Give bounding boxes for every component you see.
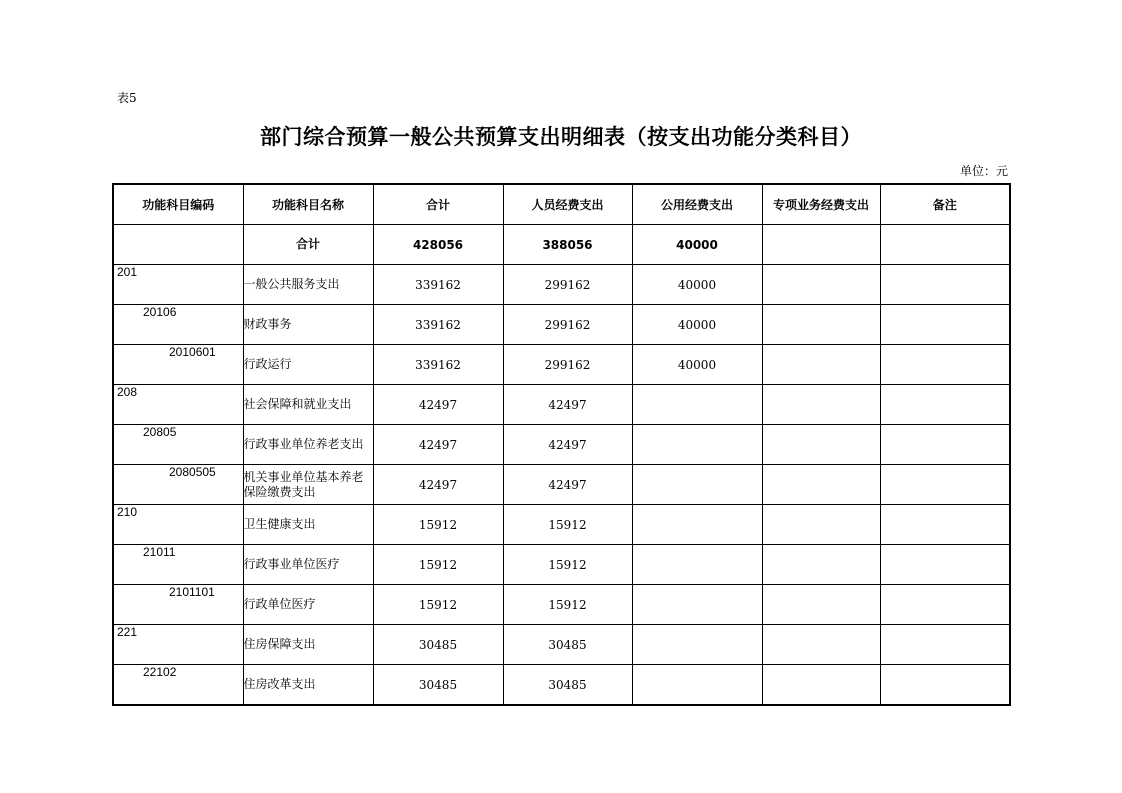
total-code (113, 225, 243, 265)
row-code: 2010601 (113, 345, 243, 385)
row-public (632, 465, 762, 505)
header-name: 功能科目名称 (243, 184, 373, 225)
row-code: 221 (113, 625, 243, 665)
row-code: 22102 (113, 665, 243, 706)
header-code: 功能科目编码 (113, 184, 243, 225)
header-personnel: 人员经费支出 (503, 184, 632, 225)
total-personnel: 388056 (503, 225, 632, 265)
row-special (762, 505, 880, 545)
row-total: 339162 (373, 305, 503, 345)
total-label: 合计 (243, 225, 373, 265)
table-row (113, 545, 1010, 585)
row-code: 2101101 (113, 585, 243, 625)
row-personnel: 42497 (503, 425, 632, 465)
row-name: 一般公共服务支出 (243, 265, 373, 305)
row-note (880, 465, 1010, 505)
total-special (762, 225, 880, 265)
budget-table (112, 183, 1011, 706)
row-public: 40000 (632, 345, 762, 385)
row-total: 42497 (373, 425, 503, 465)
row-total: 339162 (373, 265, 503, 305)
row-name: 机关事业单位基本养老保险缴费支出 (243, 465, 373, 505)
unit-label: 单位：元 (959, 164, 1008, 178)
row-code: 201 (113, 265, 243, 305)
row-note (880, 265, 1010, 305)
row-total: 30485 (373, 625, 503, 665)
header-special: 专项业务经费支出 (762, 184, 880, 225)
row-special (762, 385, 880, 425)
row-note (880, 305, 1010, 345)
row-personnel: 15912 (503, 585, 632, 625)
row-note (880, 505, 1010, 545)
row-public (632, 385, 762, 425)
row-personnel: 299162 (503, 345, 632, 385)
row-personnel: 30485 (503, 625, 632, 665)
row-public (632, 545, 762, 585)
row-public (632, 425, 762, 465)
row-name: 住房保障支出 (243, 625, 373, 665)
table-row (113, 345, 1010, 385)
row-personnel: 42497 (503, 385, 632, 425)
row-code: 20805 (113, 425, 243, 465)
row-name: 行政单位医疗 (243, 585, 373, 625)
row-special (762, 265, 880, 305)
row-total: 42497 (373, 465, 503, 505)
table-row (113, 625, 1010, 665)
row-public (632, 665, 762, 706)
row-public (632, 625, 762, 665)
row-total: 30485 (373, 665, 503, 706)
header-row (113, 184, 1010, 225)
row-personnel: 299162 (503, 305, 632, 345)
header-public: 公用经费支出 (632, 184, 762, 225)
row-personnel: 299162 (503, 265, 632, 305)
row-public (632, 505, 762, 545)
row-total: 15912 (373, 585, 503, 625)
row-special (762, 625, 880, 665)
table-row (113, 305, 1010, 345)
header-note: 备注 (880, 184, 1010, 225)
row-personnel: 15912 (503, 545, 632, 585)
table-row (113, 425, 1010, 465)
page-title: 部门综合预算一般公共预算支出明细表（按支出功能分类科目） (260, 125, 862, 149)
row-special (762, 425, 880, 465)
table-row (113, 465, 1010, 505)
row-public: 40000 (632, 305, 762, 345)
row-note (880, 345, 1010, 385)
table-row (113, 665, 1010, 706)
total-sum: 428056 (373, 225, 503, 265)
row-code: 2080505 (113, 465, 243, 505)
row-name: 卫生健康支出 (243, 505, 373, 545)
row-personnel: 30485 (503, 665, 632, 706)
row-personnel: 42497 (503, 465, 632, 505)
table-number: 表5 (117, 91, 137, 105)
row-note (880, 665, 1010, 706)
row-code: 208 (113, 385, 243, 425)
row-code: 20106 (113, 305, 243, 345)
row-special (762, 585, 880, 625)
row-note (880, 545, 1010, 585)
row-note (880, 385, 1010, 425)
table-row (113, 585, 1010, 625)
table-row (113, 265, 1010, 305)
row-total: 15912 (373, 505, 503, 545)
row-special (762, 345, 880, 385)
row-total: 42497 (373, 385, 503, 425)
row-total: 339162 (373, 345, 503, 385)
row-special (762, 665, 880, 706)
row-public: 40000 (632, 265, 762, 305)
row-name: 财政事务 (243, 305, 373, 345)
row-total: 15912 (373, 545, 503, 585)
row-special (762, 545, 880, 585)
total-row (113, 225, 1010, 265)
row-special (762, 465, 880, 505)
row-personnel: 15912 (503, 505, 632, 545)
row-code: 21011 (113, 545, 243, 585)
row-note (880, 585, 1010, 625)
table-row (113, 505, 1010, 545)
row-public (632, 585, 762, 625)
row-special (762, 305, 880, 345)
total-note (880, 225, 1010, 265)
row-note (880, 625, 1010, 665)
row-name: 行政运行 (243, 345, 373, 385)
row-name: 住房改革支出 (243, 665, 373, 706)
row-name: 社会保障和就业支出 (243, 385, 373, 425)
row-name: 行政事业单位养老支出 (243, 425, 373, 465)
table-row (113, 385, 1010, 425)
row-code: 210 (113, 505, 243, 545)
row-note (880, 425, 1010, 465)
header-total: 合计 (373, 184, 503, 225)
total-public: 40000 (632, 225, 762, 265)
row-name: 行政事业单位医疗 (243, 545, 373, 585)
